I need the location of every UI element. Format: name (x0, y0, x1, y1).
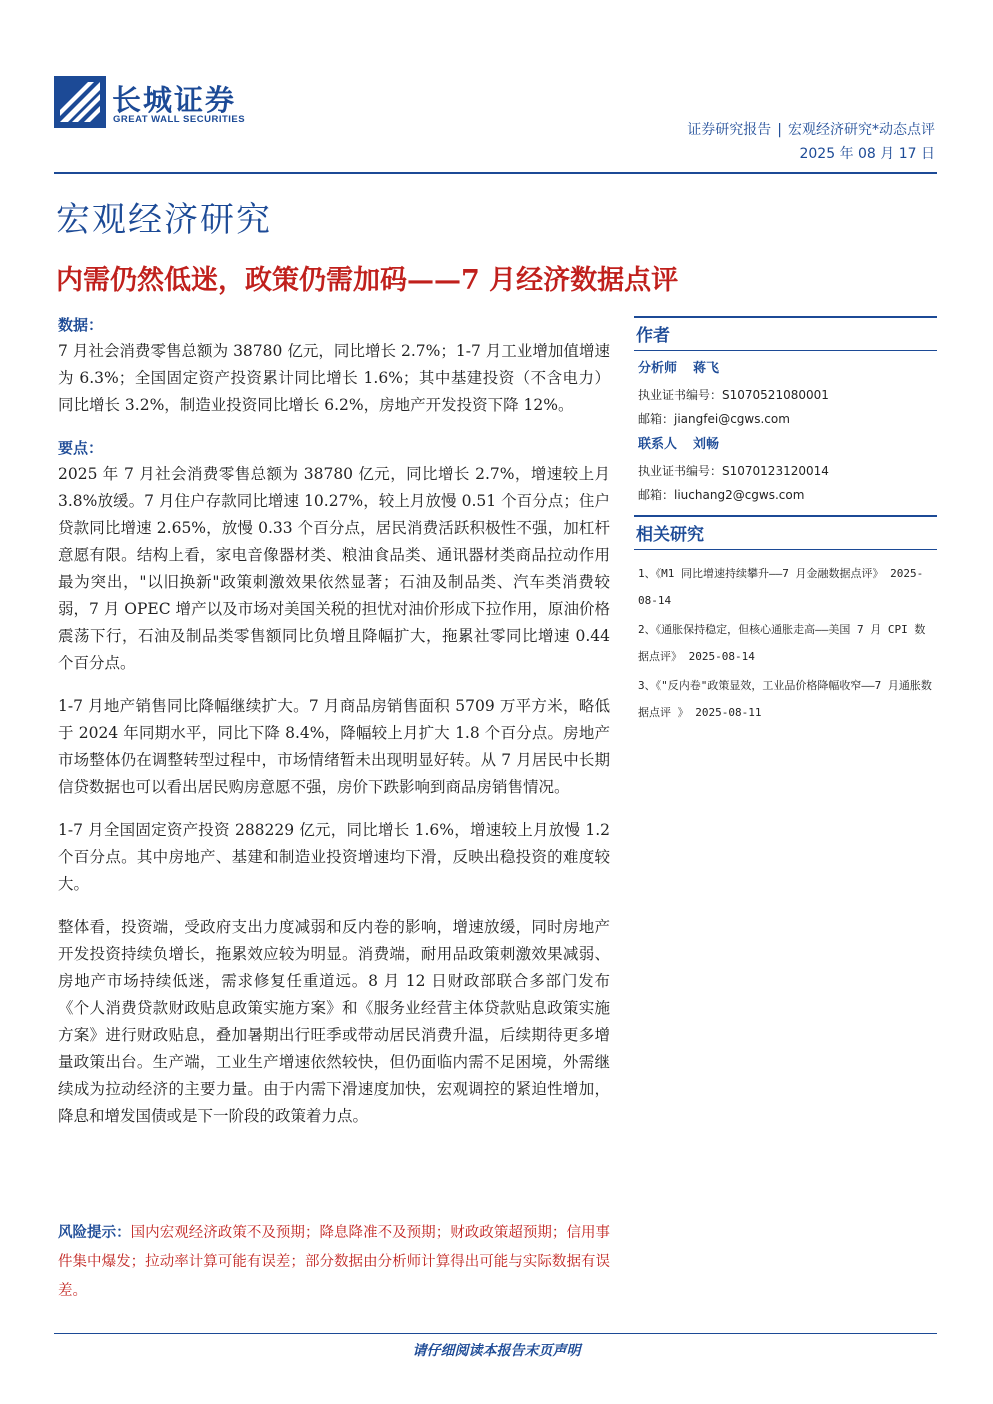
points-label: 要点： (58, 439, 104, 457)
related-research-list (634, 550, 937, 726)
report-category: 宏观经济研究*动态点评 (788, 122, 935, 138)
related-heading: 相关研究 (634, 515, 937, 550)
point-paragraph: 1-7 月地产销售同比降幅继续扩大。7 月商品房销售面积 5709 万平方米，略低于 2024 年同期水平，同比下降 8.4%，降幅较上月扩大 1.8 个百分点。房地产市场整体仍在调整转型过程中，市场情绪暂未出现明显好转。从 7 月居民中长期信贷数据也可以看出居民购房意愿不强，房价下跌影响到商品房销售情况。 (58, 697, 610, 796)
authors-heading: 作者 (634, 316, 937, 351)
authors-block (634, 351, 937, 515)
brand-logo (54, 76, 274, 132)
contact-cert: S1070123120014 (722, 464, 829, 478)
analyst-email-label: 邮箱： (638, 412, 675, 426)
great-wall-logo-icon (54, 76, 106, 128)
contact-email-label: 邮箱： (638, 488, 675, 502)
risk-warning (58, 1218, 610, 1306)
risk-text: 国内宏观经济政策不及预期；降息降准不及预期；财政政策超预期；信用事件集中爆发；拉动率计算可能有误差；部分数据由分析师计算得出可能与实际数据有误差。 (58, 1225, 611, 1299)
report-title: 内需仍然低迷，政策仍需加码——7 月经济数据点评 (56, 265, 679, 296)
analyst-cert-line (638, 383, 933, 407)
header-divider (54, 172, 937, 174)
point-paragraph: 2025 年 7 月社会消费零售总额为 38780 亿元，同比增长 2.7%，增速较上月 3.8%放缓。7 月住户存款同比增速 10.27%，较上月放慢 0.51 个百分点；住户贷款同比增速 2.65%，放慢 0.33 个百分点，居民消费活跃积极性不强，加杠杆意愿有限。结构上看，家电音像器材类、粮油食品类、通讯器材类商品拉动作用最为突出，"以旧换新"政策刺激效果依然显著；石油及制品类、汽车类消费较弱，7 月 OPEC 增产以及市场对美国关税的担忧对油价形成下拉作用，原油价格震荡下行，石油及制品类零售额同比负增且降幅扩大，拖累社零同比增速 0.44 个百分点。 (58, 465, 610, 672)
related-item[interactable]: 2、《通胀保持稳定，但核心通胀走高——美国 7 月 CPI 数据点评》 2025-08-14 (638, 623, 926, 663)
header-separator: | (777, 122, 782, 138)
report-date: 2025 年 08 月 17 日 (799, 146, 935, 162)
analyst-name-line (638, 355, 933, 383)
risk-label: 风险提示： (58, 1224, 131, 1241)
footer-disclaimer: 请仔细阅读本报告末页声明 (412, 1343, 581, 1359)
data-paragraph: 7 月社会消费零售总额为 38780 亿元，同比增长 2.7%；1-7 月工业增加值增速为 6.3%；全国固定资产投资累计同比增长 1.6%；其中基建投资（不含电力）同比增长 3.2%，制造业投资同比增长 6.2%，房地产开发投资下降 12%。 (58, 342, 610, 414)
contact-email-line (638, 483, 933, 507)
report-category-line (687, 118, 935, 142)
analyst-role: 分析师 (638, 361, 678, 376)
contact-cert-line (638, 459, 933, 483)
contact-email[interactable]: liuchang2@cgws.com (674, 488, 805, 502)
report-meta (687, 118, 935, 166)
data-label: 数据： (58, 316, 104, 334)
main-content (58, 312, 610, 1146)
contact-name-line (638, 431, 933, 459)
analyst-email-line (638, 407, 933, 431)
section-title: 宏观经济研究 (56, 200, 272, 240)
analyst-email[interactable]: jiangfei@cgws.com (674, 412, 790, 426)
contact-cert-label: 执业证书编号： (638, 464, 723, 478)
related-item[interactable]: 3、《"反内卷"政策显效，工业品价格降幅收窄——7 月通胀数据点评 》 2025-08-11 (638, 679, 932, 719)
contact-role: 联系人 (638, 437, 678, 452)
sidebar (634, 316, 937, 728)
analyst-cert: S1070521080001 (722, 388, 829, 402)
brand-name-cn: 长城证券 (112, 83, 237, 117)
point-paragraph: 1-7 月全国固定资产投资 288229 亿元，同比增长 1.6%，增速较上月放慢 1.2 个百分点。其中房地产、基建和制造业投资增速均下滑，反映出稳投资的难度较大。 (58, 821, 610, 893)
analyst-name: 蒋飞 (693, 361, 720, 376)
report-type: 证券研究报告 (687, 122, 772, 138)
footer-divider (54, 1333, 937, 1334)
brand-name-en: GREAT WALL SECURITIES (113, 114, 246, 125)
contact-name: 刘畅 (693, 437, 720, 452)
point-paragraph: 整体看，投资端，受政府支出力度减弱和反内卷的影响，增速放缓，同时房地产开发投资持续负增长，拖累效应较为明显。消费端，耐用品政策刺激效果减弱、房地产市场持续低迷，需求修复任重道远。8 月 12 日财政部联合多部门发布《个人消费贷款财政贴息政策实施方案》和《服务业经营主体贷款贴息政策实施方案》进行财政贴息，叠加暑期出行旺季或带动居民消费升温，后续期待更多增量政策出台。生产端，工业生产增速依然较快，但仍面临内需不足困境，外需继续成为拉动经济的主要力量。由于内需下滑速度加快，宏观调控的紧迫性增加，降息和增发国债或是下一阶段的政策着力点。 (58, 918, 610, 1125)
analyst-cert-label: 执业证书编号： (638, 388, 723, 402)
related-item[interactable]: 1、《M1 同比增速持续攀升——7 月金融数据点评》 2025-08-14 (638, 567, 924, 607)
